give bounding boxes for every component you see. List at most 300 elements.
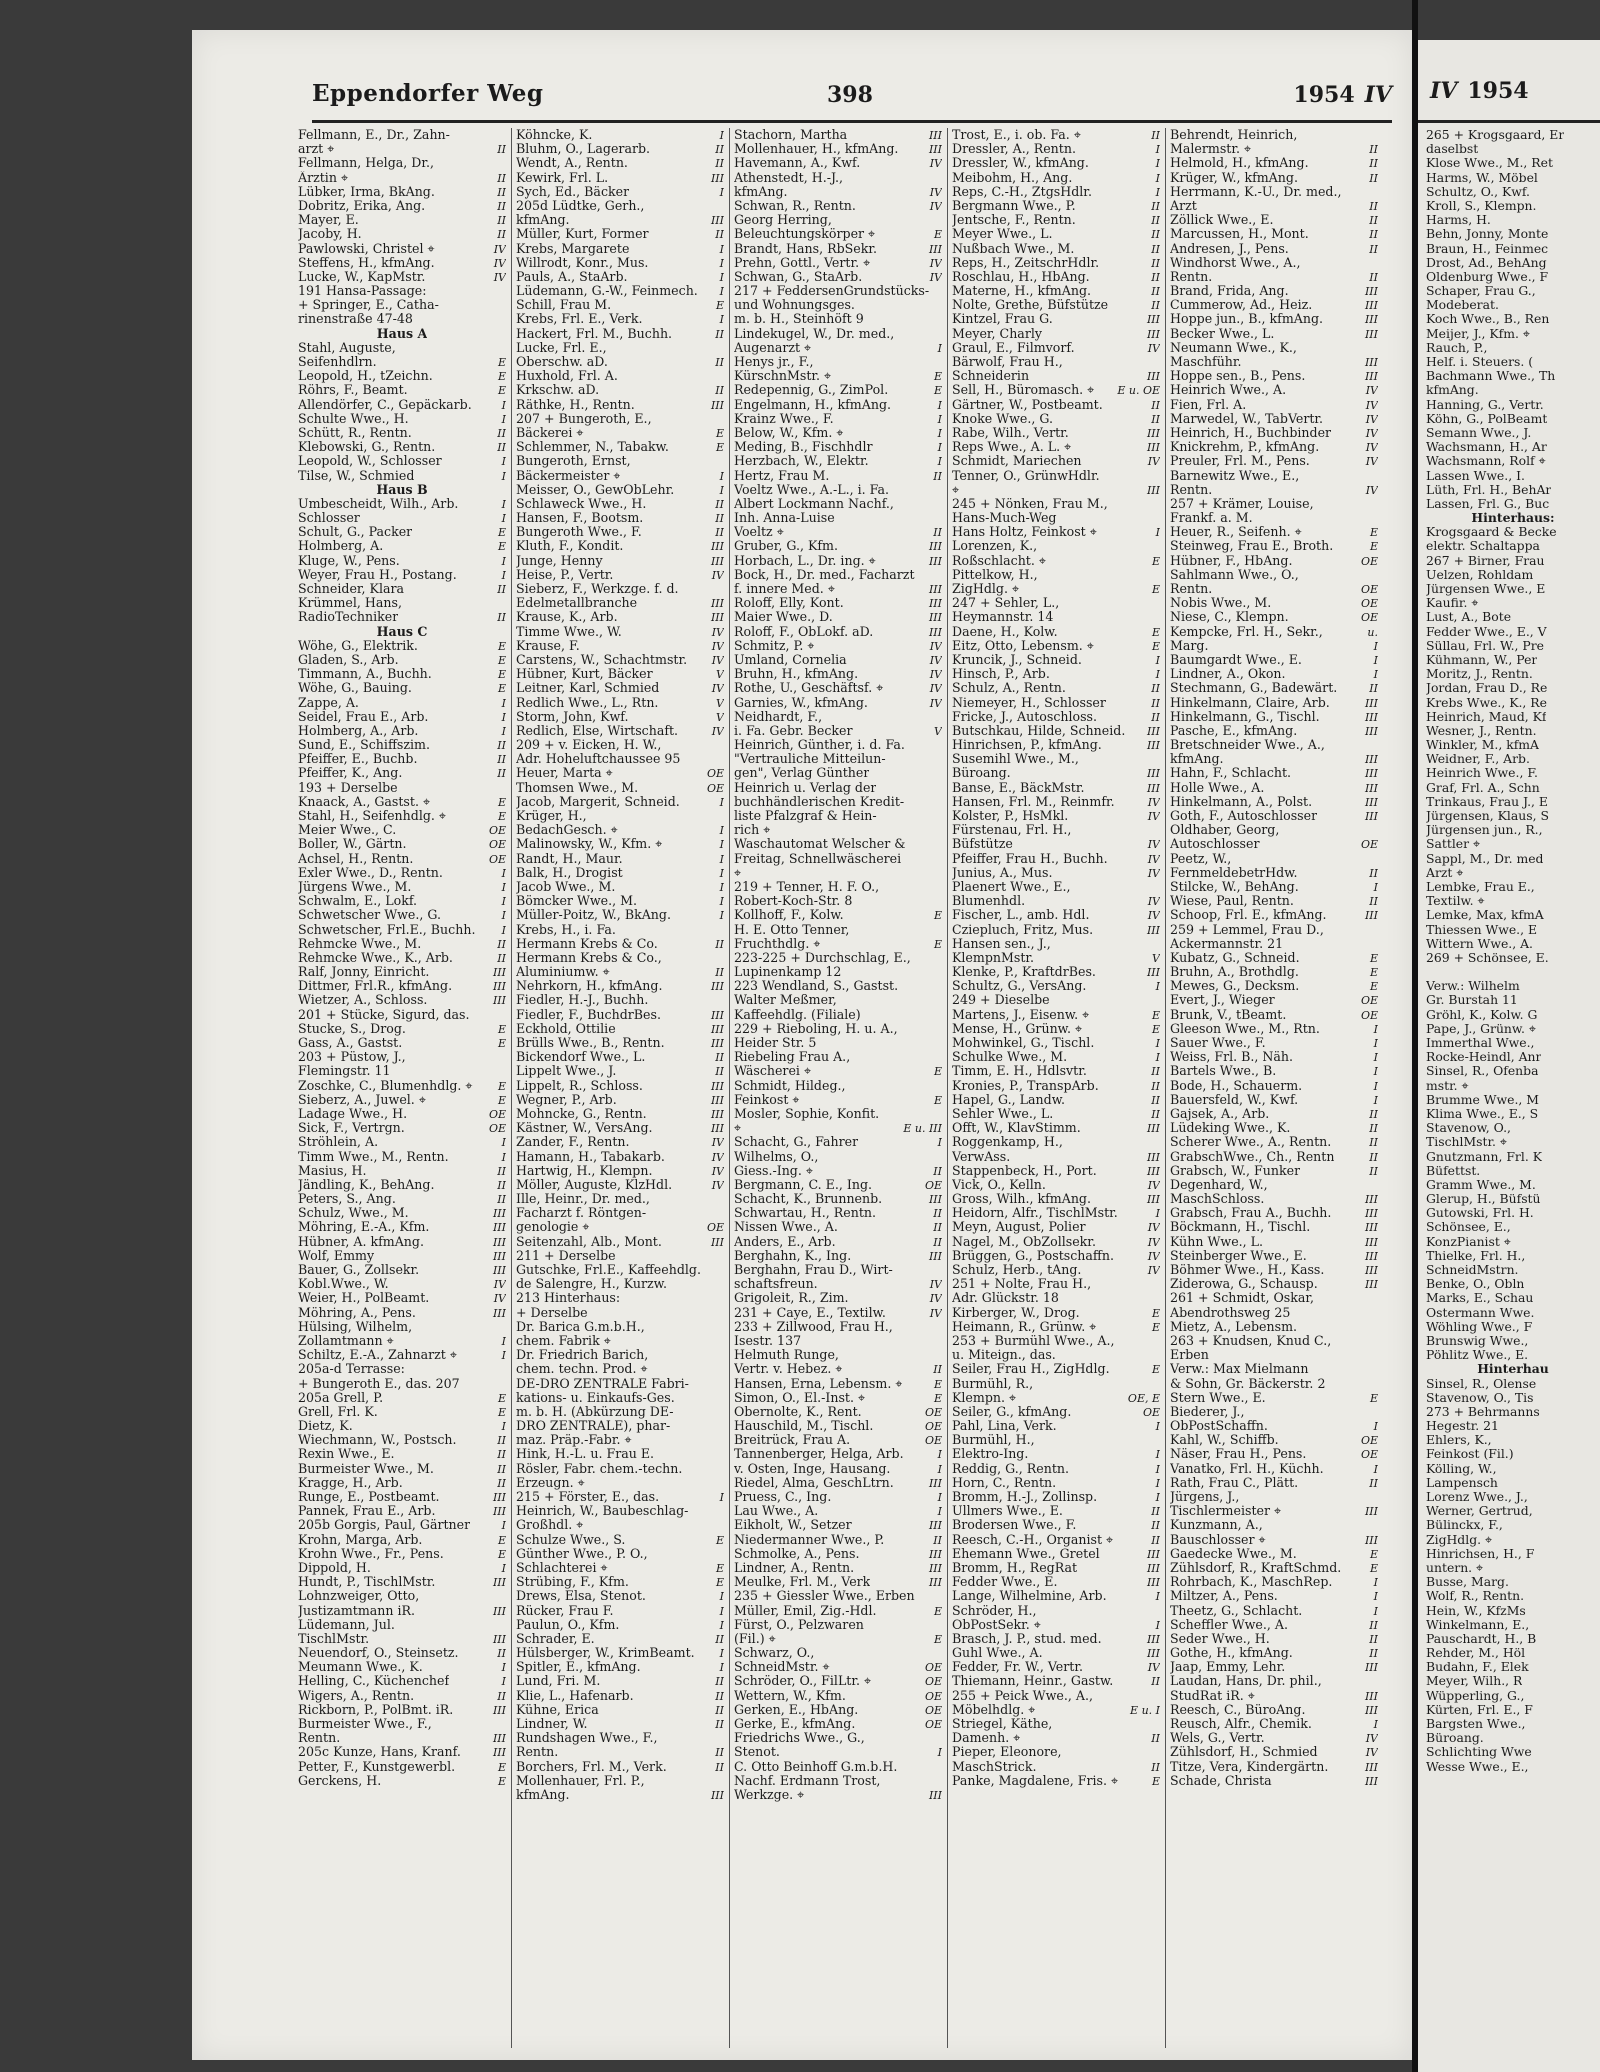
entry-name: Lippelt Wwe., J. bbox=[516, 1064, 617, 1079]
directory-entry bbox=[1170, 1703, 1378, 1717]
directory-entry bbox=[734, 497, 942, 511]
entry-name: Möhring, A., Pens. bbox=[298, 1305, 416, 1320]
entry-name: Fedder, Fr. W., Vertr. bbox=[952, 1660, 1083, 1675]
entry-name: 251 + Nolte, Frau H., bbox=[952, 1277, 1092, 1292]
entry-name: Breitrück, Frau A. bbox=[734, 1433, 851, 1448]
directory-entry bbox=[734, 1064, 942, 1078]
entry-name: Krebs, Frl. E., Verk. bbox=[516, 312, 643, 327]
entry-floor: I bbox=[1155, 1618, 1160, 1632]
directory-entry bbox=[516, 1079, 724, 1093]
entry-floor: II bbox=[933, 1207, 942, 1221]
entry-name: Neuendorf, O., Steinsetz. bbox=[298, 1646, 459, 1661]
entry-name: Reddig, G., Rentn. bbox=[952, 1461, 1069, 1476]
entry-floor: II bbox=[497, 951, 506, 965]
entry-floor: II bbox=[715, 157, 724, 171]
directory-entry bbox=[1170, 1220, 1378, 1234]
directory-entry bbox=[734, 1235, 942, 1249]
directory-entry bbox=[516, 1561, 724, 1575]
directory-entry bbox=[516, 554, 724, 568]
entry-floor: OE bbox=[1360, 1434, 1378, 1448]
directory-entry bbox=[1426, 483, 1600, 497]
entry-name: Großhdl. ⌖ bbox=[516, 1518, 584, 1533]
entry-name: Müller-Poitz, W., BkAng. bbox=[516, 908, 671, 923]
directory-entry bbox=[516, 1632, 724, 1646]
entry-name: Böckmann, H., Tischl. bbox=[1170, 1220, 1311, 1235]
directory-entry bbox=[1170, 738, 1378, 752]
entry-name: Schulte Wwe., H. bbox=[298, 411, 409, 426]
entry-floor: III bbox=[1146, 781, 1160, 795]
entry-name: elektr. Schaltappa bbox=[1426, 539, 1540, 554]
entry-name: rinenstraße 47-48 bbox=[298, 312, 413, 327]
entry-name: buchhändlerischen Kredit- bbox=[734, 794, 905, 809]
directory-entry bbox=[1426, 880, 1600, 894]
entry-name: Roloff, F., ObLokf. aD. bbox=[734, 624, 874, 639]
entry-name: 193 + Derselbe bbox=[298, 780, 398, 795]
entry-floor: II bbox=[933, 1363, 942, 1377]
entry-name: Lampensch bbox=[1426, 1475, 1498, 1490]
entry-name: Schulz, Wwe., M. bbox=[298, 1206, 409, 1221]
entry-name: Ziderowa, G., Schausp. bbox=[1170, 1277, 1318, 1292]
entry-name: Borchers, Frl. M., Verk. bbox=[516, 1759, 667, 1774]
directory-entry bbox=[516, 837, 724, 851]
entry-floor: IV bbox=[1147, 1661, 1160, 1675]
directory-entry bbox=[516, 156, 724, 170]
directory-entry bbox=[734, 1022, 942, 1036]
directory-entry bbox=[298, 1575, 506, 1589]
entry-name: Hermann Krebs & Co. bbox=[516, 936, 658, 951]
directory-entry bbox=[952, 738, 1160, 752]
directory-entry bbox=[1426, 809, 1600, 823]
entry-name: Stavenow, O., Tis bbox=[1426, 1390, 1534, 1405]
directory-entry bbox=[298, 738, 506, 752]
entry-name: Klose Wwe., M., Ret bbox=[1426, 156, 1553, 171]
entry-floor: II bbox=[715, 356, 724, 369]
directory-entry bbox=[952, 341, 1160, 355]
entry-floor: E bbox=[497, 1022, 506, 1036]
entry-floor: E bbox=[933, 1604, 942, 1618]
entry-name: Scherer Wwe., A., Rentn. bbox=[1170, 1135, 1332, 1150]
entry-floor: IV bbox=[929, 1278, 942, 1292]
directory-entry bbox=[298, 511, 506, 525]
directory-entry bbox=[516, 511, 724, 525]
directory-entry bbox=[298, 1604, 506, 1618]
directory-entry bbox=[1426, 1504, 1600, 1518]
directory-entry bbox=[734, 369, 942, 383]
directory-entry bbox=[734, 1050, 942, 1064]
directory-entry bbox=[516, 979, 724, 993]
directory-entry bbox=[734, 1547, 942, 1561]
directory-entry bbox=[952, 1547, 1160, 1561]
entry-name: Pruess, C., Ing. bbox=[734, 1490, 832, 1504]
entry-floor: IV bbox=[711, 653, 724, 667]
directory-entry bbox=[1170, 554, 1378, 568]
directory-entry bbox=[1426, 852, 1600, 866]
entry-name: Anders, E., Arb. bbox=[734, 1234, 836, 1249]
entry-floor: I bbox=[1373, 1462, 1378, 1476]
entry-name: Schrader, E. bbox=[516, 1631, 595, 1646]
entry-floor: IV bbox=[1365, 384, 1378, 398]
directory-entry bbox=[734, 979, 942, 993]
directory-entry bbox=[1426, 1703, 1600, 1717]
directory-entry bbox=[1426, 596, 1600, 610]
entry-name: Laudan, Hans, Dr. phil., bbox=[1170, 1674, 1322, 1689]
directory-entry bbox=[1170, 1320, 1378, 1334]
entry-name: Röhrs, F., Beamt. bbox=[298, 383, 408, 398]
entry-name: Schultz, O., Kwf. bbox=[1426, 184, 1530, 199]
directory-entry bbox=[298, 1504, 506, 1518]
entry-name: ZigHdlg. ⌖ bbox=[1426, 1532, 1492, 1547]
directory-entry bbox=[1170, 1774, 1378, 1788]
directory-entry bbox=[734, 454, 942, 468]
entry-name: Malinowsky, W., Kfm. ⌖ bbox=[516, 837, 663, 852]
directory-entry bbox=[952, 1377, 1160, 1391]
entry-name: Graf, Frl. A., Schn bbox=[1426, 780, 1540, 795]
entry-name: Krohn Wwe., Fr., Pens. bbox=[298, 1546, 444, 1561]
entry-name: Brasch, J. P., stud. med. bbox=[952, 1631, 1102, 1646]
entry-name: Sauer Wwe., F. bbox=[1170, 1036, 1266, 1050]
entry-floor: II bbox=[497, 1647, 506, 1661]
entry-name: Jacob Wwe., M. bbox=[516, 879, 616, 894]
entry-name: Horn, C., Rentn. bbox=[952, 1475, 1057, 1490]
entry-name: Hübner, Kurt, Bäcker bbox=[516, 667, 653, 682]
entry-name: Hans Holtz, Feinkost ⌖ bbox=[952, 525, 1097, 540]
entry-floor: III bbox=[928, 1519, 942, 1533]
directory-entry bbox=[734, 1462, 942, 1476]
directory-entry bbox=[734, 667, 942, 681]
entry-name: Eikholt, W., Setzer bbox=[734, 1518, 852, 1533]
directory-entry bbox=[516, 1320, 724, 1334]
directory-entry bbox=[734, 908, 942, 922]
entry-floor: III bbox=[1364, 767, 1378, 781]
entry-floor: II bbox=[1369, 895, 1378, 909]
directory-entry bbox=[734, 426, 942, 440]
entry-floor: V bbox=[716, 710, 724, 724]
entry-floor: I bbox=[501, 895, 506, 909]
entry-name: Krebs, Margarete bbox=[516, 241, 630, 256]
entry-name: Wolf, R., Rentn. bbox=[1426, 1589, 1525, 1604]
entry-name: Frankf. a. M. bbox=[1170, 511, 1253, 526]
entry-name: Gerken, E., HbAng. bbox=[734, 1702, 859, 1717]
directory-entry bbox=[1170, 781, 1378, 795]
entry-name: Mewes, G., Decksm. bbox=[1170, 979, 1300, 994]
directory-entry bbox=[1170, 667, 1378, 681]
next-page-header bbox=[1430, 78, 1529, 104]
directory-entry bbox=[734, 1178, 942, 1192]
directory-entry bbox=[1170, 1377, 1378, 1391]
directory-entry bbox=[1426, 1050, 1600, 1064]
entry-name: Kollhoff, F., Kolw. bbox=[734, 908, 844, 923]
entry-floor: I bbox=[1155, 1037, 1160, 1050]
directory-entry bbox=[516, 1093, 724, 1107]
entry-floor: II bbox=[1151, 1732, 1160, 1746]
entry-name: Rösler, Fabr. chem.-techn. bbox=[516, 1461, 683, 1476]
entry-name: Leopold, H., tZeichn. bbox=[298, 369, 433, 384]
entry-name: Jürgensen Wwe., E bbox=[1426, 582, 1546, 596]
entry-name: schaftsfreun. bbox=[734, 1277, 818, 1292]
entry-floor: OE bbox=[924, 1420, 942, 1434]
directory-entry bbox=[1426, 1618, 1600, 1632]
directory-entry bbox=[952, 440, 1160, 454]
entry-name: Vanatko, Frl. H., Küchh. bbox=[1170, 1461, 1324, 1476]
entry-floor: III bbox=[928, 597, 942, 611]
entry-name: Fruchthdlg. ⌖ bbox=[734, 936, 821, 951]
entry-name: Thomsen Wwe., M. bbox=[516, 780, 639, 795]
entry-floor: II bbox=[1151, 256, 1160, 270]
entry-name: Verw.: Wilhelm bbox=[1426, 979, 1520, 994]
directory-entry bbox=[1426, 554, 1600, 568]
directory-entry bbox=[1170, 1604, 1378, 1618]
entry-name: Immerthal Wwe., bbox=[1426, 1036, 1535, 1050]
entry-floor: II bbox=[1369, 171, 1378, 185]
entry-name: Pawlowski, Christel ⌖ bbox=[298, 241, 435, 256]
entry-name: gen", Verlag Günther bbox=[734, 766, 870, 781]
entry-floor: E bbox=[497, 682, 506, 696]
directory-entry bbox=[1170, 1618, 1378, 1632]
entry-name: Titze, Vera, Kindergärtn. bbox=[1170, 1759, 1329, 1774]
entry-name: Boller, W., Gärtn. bbox=[298, 837, 407, 852]
entry-name: Steffens, H., kfmAng. bbox=[298, 255, 435, 270]
entry-name: Pannek, Frau E., Arb. bbox=[298, 1504, 436, 1519]
entry-name: Knaack, A., Gastst. ⌖ bbox=[298, 794, 431, 809]
directory-entry bbox=[952, 1632, 1160, 1646]
column-divider bbox=[947, 128, 948, 2048]
entry-name: Hermann Krebs & Co., bbox=[516, 950, 662, 965]
directory-entry bbox=[952, 866, 1160, 880]
directory-entry bbox=[516, 355, 724, 369]
directory-entry bbox=[1170, 341, 1378, 355]
directory-entry bbox=[734, 937, 942, 951]
directory-entry bbox=[734, 710, 942, 724]
directory-entry bbox=[1426, 1745, 1600, 1759]
entry-floor: IV bbox=[1147, 895, 1160, 909]
directory-entry bbox=[516, 128, 724, 142]
entry-name: 213 Hinterhaus: bbox=[516, 1291, 621, 1306]
directory-column bbox=[298, 128, 506, 2048]
directory-entry bbox=[952, 369, 1160, 383]
entry-name: Wilhelms, O., bbox=[734, 1149, 819, 1164]
entry-name: Krause, K., Arb. bbox=[516, 610, 618, 625]
entry-name: Gruber, G., Kfm. bbox=[734, 539, 838, 554]
entry-floor: III bbox=[1364, 356, 1378, 369]
directory-column bbox=[952, 128, 1160, 2048]
entry-name: ZigHdlg. ⌖ bbox=[952, 582, 1020, 596]
entry-name: Kunzmann, A., bbox=[1170, 1518, 1263, 1533]
entry-name: Kürten, Frl. E., F bbox=[1426, 1702, 1533, 1717]
directory-entry bbox=[298, 213, 506, 227]
entry-floor: u. bbox=[1367, 625, 1378, 639]
entry-name: Pasche, E., kfmAng. bbox=[1170, 723, 1298, 738]
directory-entry bbox=[298, 369, 506, 383]
directory-entry bbox=[734, 440, 942, 454]
directory-entry bbox=[1426, 369, 1600, 383]
directory-entry bbox=[952, 383, 1160, 397]
entry-name: 205a Grell, P. bbox=[298, 1390, 384, 1405]
directory-entry bbox=[952, 171, 1160, 185]
entry-name: Cummerow, Ad., Heiz. bbox=[1170, 298, 1313, 313]
directory-entry bbox=[1170, 1022, 1378, 1036]
entry-name: Weier, H., PolBeamt. bbox=[298, 1291, 430, 1306]
entry-floor: E bbox=[715, 426, 724, 440]
entry-floor: III bbox=[1146, 1150, 1160, 1164]
entry-floor: OE bbox=[488, 852, 506, 866]
directory-entry bbox=[1170, 766, 1378, 780]
entry-floor: I bbox=[501, 1150, 506, 1164]
entry-name: Bromm, H., RegRat bbox=[952, 1560, 1078, 1575]
entry-name: 263 + Knudsen, Knud C., bbox=[1170, 1333, 1332, 1348]
entry-name: Schoop, Frl. E., kfmAng. bbox=[1170, 908, 1327, 923]
entry-name: Kaffeehdlg. (Filiale) bbox=[734, 1007, 861, 1022]
directory-entry bbox=[1170, 752, 1378, 766]
directory-entry bbox=[952, 1760, 1160, 1774]
entry-name: Weyer, Frau H., Postang. bbox=[298, 567, 457, 582]
directory-entry bbox=[1426, 1235, 1600, 1249]
directory-entry bbox=[516, 483, 724, 497]
entry-name: Stappenbeck, H., Port. bbox=[952, 1163, 1097, 1178]
directory-entry bbox=[952, 809, 1160, 823]
entry-floor: IV bbox=[493, 1278, 506, 1292]
entry-floor: III bbox=[492, 1604, 506, 1618]
entry-floor: IV bbox=[1147, 1264, 1160, 1277]
directory-entry bbox=[516, 1050, 724, 1064]
entry-floor: E bbox=[1369, 1561, 1378, 1575]
directory-entry bbox=[952, 1249, 1160, 1263]
entry-floor: I bbox=[1373, 1079, 1378, 1093]
directory-entry bbox=[516, 1490, 724, 1504]
entry-name: Seitenzahl, Alb., Mont. bbox=[516, 1234, 662, 1249]
entry-name: Jaap, Emmy, Lehr. bbox=[1170, 1660, 1286, 1675]
entry-floor: III bbox=[928, 1476, 942, 1490]
entry-floor: E bbox=[933, 1093, 942, 1107]
directory-entry bbox=[734, 766, 942, 780]
entry-floor: IV bbox=[711, 1150, 724, 1164]
entry-name: Dressler, W., kfmAng. bbox=[952, 156, 1089, 171]
directory-entry bbox=[1426, 1646, 1600, 1660]
entry-name: Reps, H., ZeitschrHdlr. bbox=[952, 255, 1100, 270]
entry-floor: II bbox=[933, 526, 942, 540]
entry-name: Winkler, M., kfmA bbox=[1426, 738, 1539, 753]
directory-entry bbox=[1426, 426, 1600, 440]
entry-floor: E bbox=[715, 1576, 724, 1590]
entry-name: "Vertrauliche Mitteilun- bbox=[734, 752, 886, 767]
entry-name: Prehn, Gottl., Vertr. ⌖ bbox=[734, 255, 871, 270]
directory-entry bbox=[516, 625, 724, 639]
entry-name: Thielke, Frl. H., bbox=[1426, 1248, 1526, 1263]
entry-name: Lau Wwe., A. bbox=[734, 1504, 819, 1519]
directory-entry bbox=[734, 1447, 942, 1461]
directory-entry bbox=[1170, 1079, 1378, 1093]
directory-entry bbox=[1426, 894, 1600, 908]
directory-entry bbox=[734, 1291, 942, 1305]
directory-entry bbox=[952, 1192, 1160, 1206]
directory-entry bbox=[734, 1107, 942, 1121]
entry-name: Kobl.Wwe., W. bbox=[298, 1277, 389, 1292]
entry-floor: II bbox=[1369, 682, 1378, 696]
entry-floor: I bbox=[501, 412, 506, 426]
entry-floor: IV bbox=[493, 256, 506, 270]
entry-name: Büroang. bbox=[952, 766, 1011, 781]
entry-floor: I bbox=[937, 1505, 942, 1519]
entry-floor: III bbox=[1146, 923, 1160, 937]
directory-entry bbox=[1170, 1150, 1378, 1164]
entry-name: 219 + Tenner, H. F. O., bbox=[734, 879, 880, 894]
entry-name: Lüdemann, G.-W., Feinmech. bbox=[516, 284, 698, 299]
directory-entry bbox=[298, 1760, 506, 1774]
entry-floor: III bbox=[1146, 327, 1160, 341]
directory-entry bbox=[1426, 1036, 1600, 1050]
entry-floor: III bbox=[492, 1576, 506, 1590]
entry-floor: III bbox=[492, 1264, 506, 1277]
entry-floor: II bbox=[715, 526, 724, 540]
directory-entry bbox=[1426, 1760, 1600, 1774]
directory-entry bbox=[298, 1348, 506, 1362]
directory-entry bbox=[734, 383, 942, 397]
entry-name: Hoppe sen., B., Pens. bbox=[1170, 369, 1306, 384]
directory-entry bbox=[1170, 1291, 1378, 1305]
entry-name: Schlosser bbox=[298, 511, 360, 526]
entry-floor: E bbox=[933, 1377, 942, 1391]
directory-entry bbox=[734, 752, 942, 766]
next-page-column bbox=[1426, 128, 1600, 1774]
entry-name: Harms, H. bbox=[1426, 213, 1491, 228]
directory-entry bbox=[516, 270, 724, 284]
entry-name: Drost, Ad., BehAng bbox=[1426, 255, 1547, 270]
entry-floor: OE bbox=[1360, 597, 1378, 611]
entry-name: Mohwinkel, G., Tischl. bbox=[952, 1036, 1095, 1050]
entry-floor: I bbox=[501, 568, 506, 582]
entry-floor: II bbox=[715, 143, 724, 157]
directory-entry bbox=[1426, 625, 1600, 639]
entry-floor: II bbox=[1151, 214, 1160, 228]
directory-entry bbox=[734, 1575, 942, 1589]
entry-floor: I bbox=[719, 1491, 724, 1504]
directory-entry bbox=[516, 1731, 724, 1745]
entry-name: Pieper, Eleonore, bbox=[952, 1745, 1062, 1760]
entry-name: chem. Fabrik ⌖ bbox=[516, 1333, 611, 1348]
entry-floor: E u. III bbox=[903, 1122, 942, 1136]
entry-floor: III bbox=[928, 1547, 942, 1561]
entry-name: Schlachterei ⌖ bbox=[516, 1560, 608, 1575]
entry-name: Schacht, K., Brunnenb. bbox=[734, 1192, 883, 1207]
entry-name: Krebs Wwe., K., Re bbox=[1426, 695, 1547, 710]
entry-name: Werner, Gertrud, bbox=[1426, 1504, 1533, 1519]
entry-name: Brunswig Wwe., bbox=[1426, 1333, 1529, 1348]
entry-floor: III bbox=[1364, 1703, 1378, 1717]
entry-floor: III bbox=[1364, 1760, 1378, 1774]
directory-entry bbox=[1170, 582, 1378, 596]
directory-entry bbox=[516, 1575, 724, 1589]
entry-floor: I bbox=[1155, 1051, 1160, 1065]
directory-entry bbox=[734, 1377, 942, 1391]
entry-name: Lassen, Frl. G., Buc bbox=[1426, 496, 1550, 511]
entry-floor: III bbox=[1146, 724, 1160, 738]
entry-name: Wachsmann, H., Ar bbox=[1426, 440, 1547, 455]
directory-entry bbox=[516, 1547, 724, 1561]
entry-floor: I bbox=[1155, 1207, 1160, 1221]
directory-entry bbox=[1170, 185, 1378, 199]
entry-name: Sahlmann Wwe., O., bbox=[1170, 567, 1299, 582]
entry-floor: III bbox=[1364, 696, 1378, 710]
entry-name: Simon, O., El.-Inst. ⌖ bbox=[734, 1390, 866, 1405]
entry-floor: II bbox=[497, 583, 506, 596]
entry-name: Vick, O., Kelln. bbox=[952, 1177, 1046, 1192]
entry-floor: III bbox=[1364, 1249, 1378, 1263]
entry-name: Rundshagen Wwe., F., bbox=[516, 1731, 658, 1746]
entry-name: Roschlau, H., HbAng. bbox=[952, 269, 1090, 284]
entry-floor: II bbox=[1151, 1760, 1160, 1774]
entry-name: KonzPianist ⌖ bbox=[1426, 1234, 1511, 1249]
entry-name: Zühlsdorf, H., Schmied bbox=[1170, 1745, 1318, 1760]
directory-entry bbox=[952, 298, 1160, 312]
